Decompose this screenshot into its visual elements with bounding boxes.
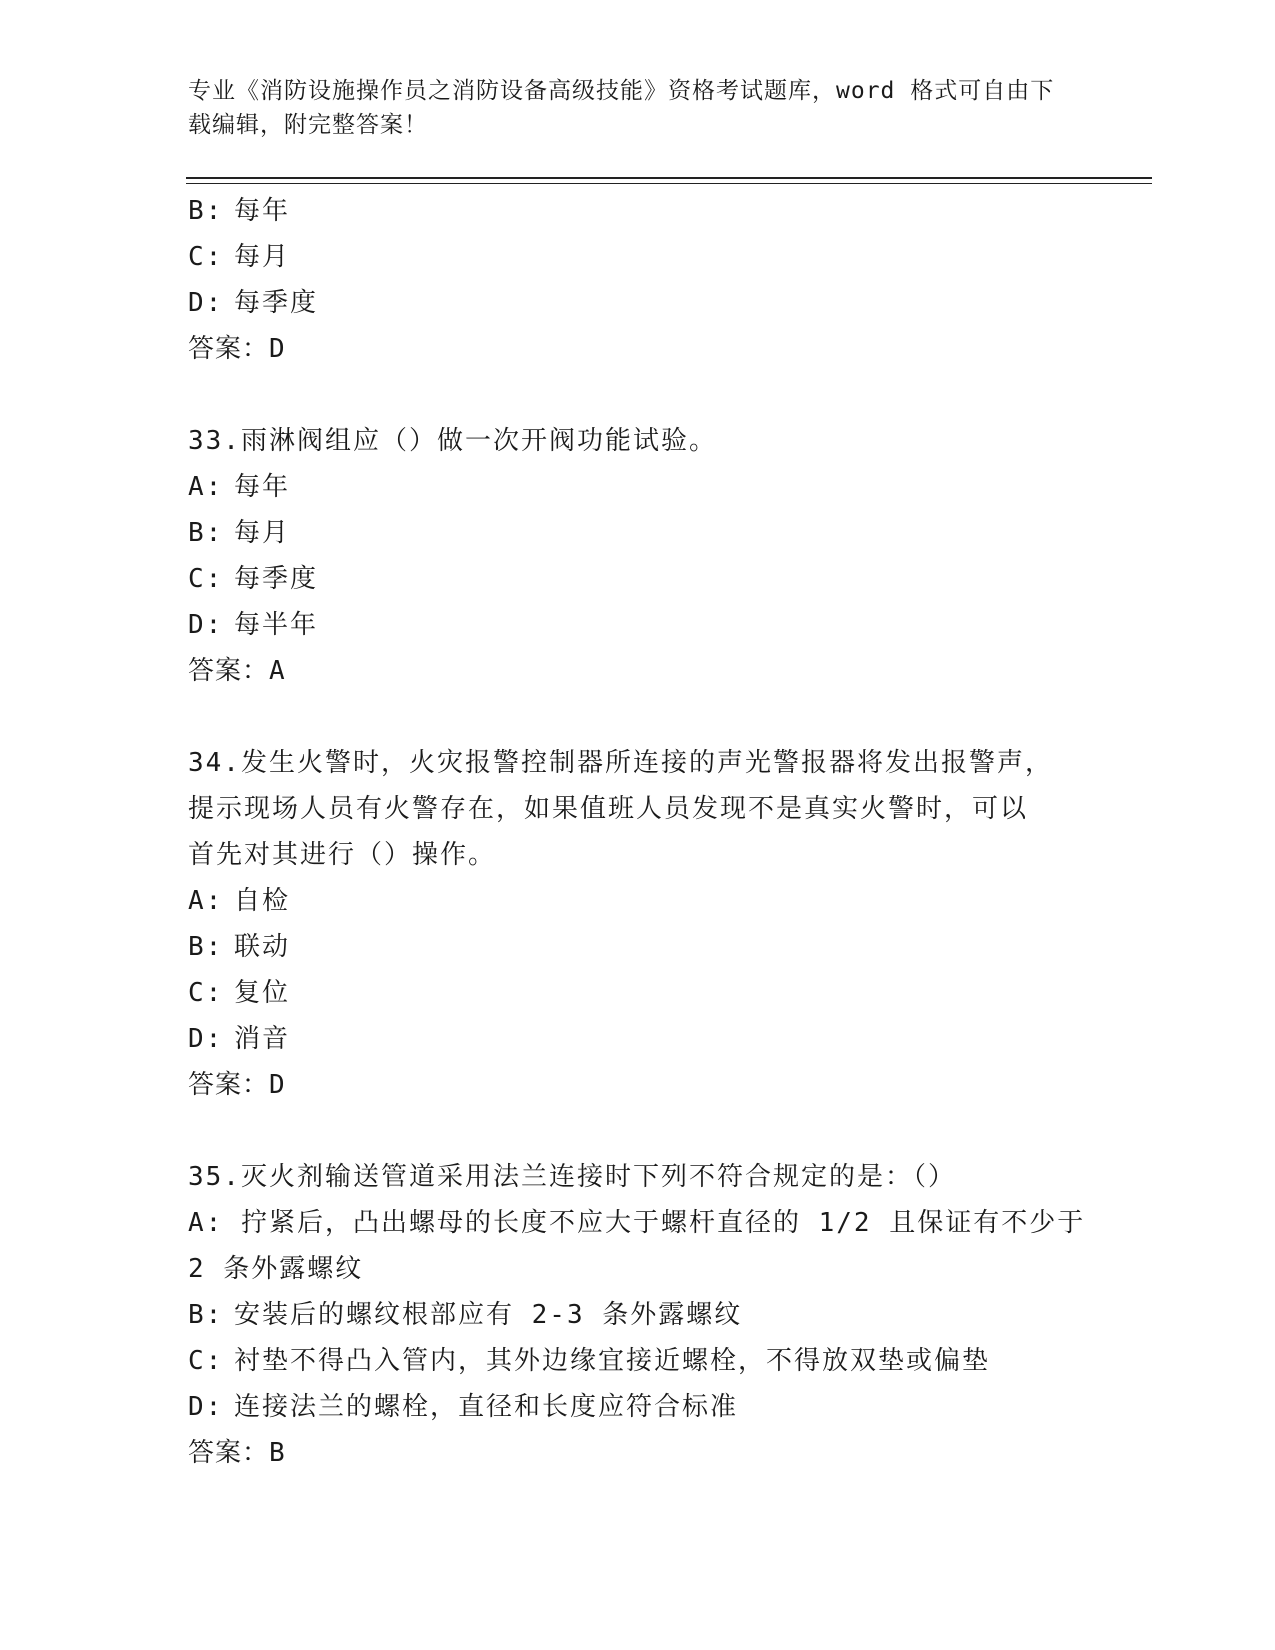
question-block-35: [188, 1154, 1088, 1476]
option-b: B: 安装后的螺纹根部应有 2-3 条外露螺纹: [188, 1300, 743, 1330]
option-c: C: 每季度: [188, 564, 319, 594]
answer-value: B: [269, 1438, 286, 1468]
answer-line: 答案：A: [188, 656, 286, 686]
option-d: D: 消音: [188, 1024, 291, 1054]
header-line-2: 载编辑，附完整答案！: [188, 112, 428, 138]
question-text: 33.雨淋阀组应（）做一次开阀功能试验。: [188, 426, 717, 456]
answer-line: 答案：B: [188, 1438, 286, 1468]
answer-line: 答案：D: [188, 1070, 286, 1100]
option-a: A: 自检: [188, 886, 291, 916]
option-d: D: 每半年: [188, 610, 319, 640]
question-text: 34.发生火警时，火灾报警控制器所连接的声光警报器将发出报警声， 提示现场人员有火警存在，如果值班人员发现不是真实火警时，可以 首先对其进行（）操作。: [188, 748, 1053, 870]
option-d: D: 每季度: [188, 288, 319, 318]
option-c: C: 每月: [188, 242, 291, 272]
answer-line: 答案：D: [188, 334, 286, 364]
option-a: A: 拧紧后，凸出螺母的长度不应大于螺杆直径的 1/2 且保证有不少于 2 条外露螺纹: [188, 1208, 1086, 1284]
document-header: [188, 74, 1088, 142]
option-b: B: 每月: [188, 518, 291, 548]
option-d: D: 连接法兰的螺栓，直径和长度应符合标准: [188, 1392, 739, 1422]
option-c: C: 复位: [188, 978, 291, 1008]
option-b: B: 每年: [188, 196, 291, 226]
answer-value: A: [269, 656, 286, 686]
question-text: 35.灭火剂输送管道采用法兰连接时下列不符合规定的是：（）: [188, 1162, 956, 1192]
header-divider-thick: [186, 177, 1152, 179]
option-a: A: 每年: [188, 472, 291, 502]
header-line-1: 专业《消防设施操作员之消防设备高级技能》资格考试题库，word 格式可自由下: [188, 78, 1055, 104]
question-block-34: [188, 740, 1088, 1108]
question-block-32: [188, 188, 1088, 372]
header-divider-thin: [186, 183, 1152, 184]
question-block-33: [188, 418, 1088, 694]
option-c: C: 衬垫不得凸入管内，其外边缘宜接近螺栓，不得放双垫或偏垫: [188, 1346, 991, 1376]
answer-value: D: [269, 334, 286, 364]
answer-value: D: [269, 1070, 286, 1100]
question-list: [188, 188, 1088, 1476]
option-b: B: 联动: [188, 932, 291, 962]
